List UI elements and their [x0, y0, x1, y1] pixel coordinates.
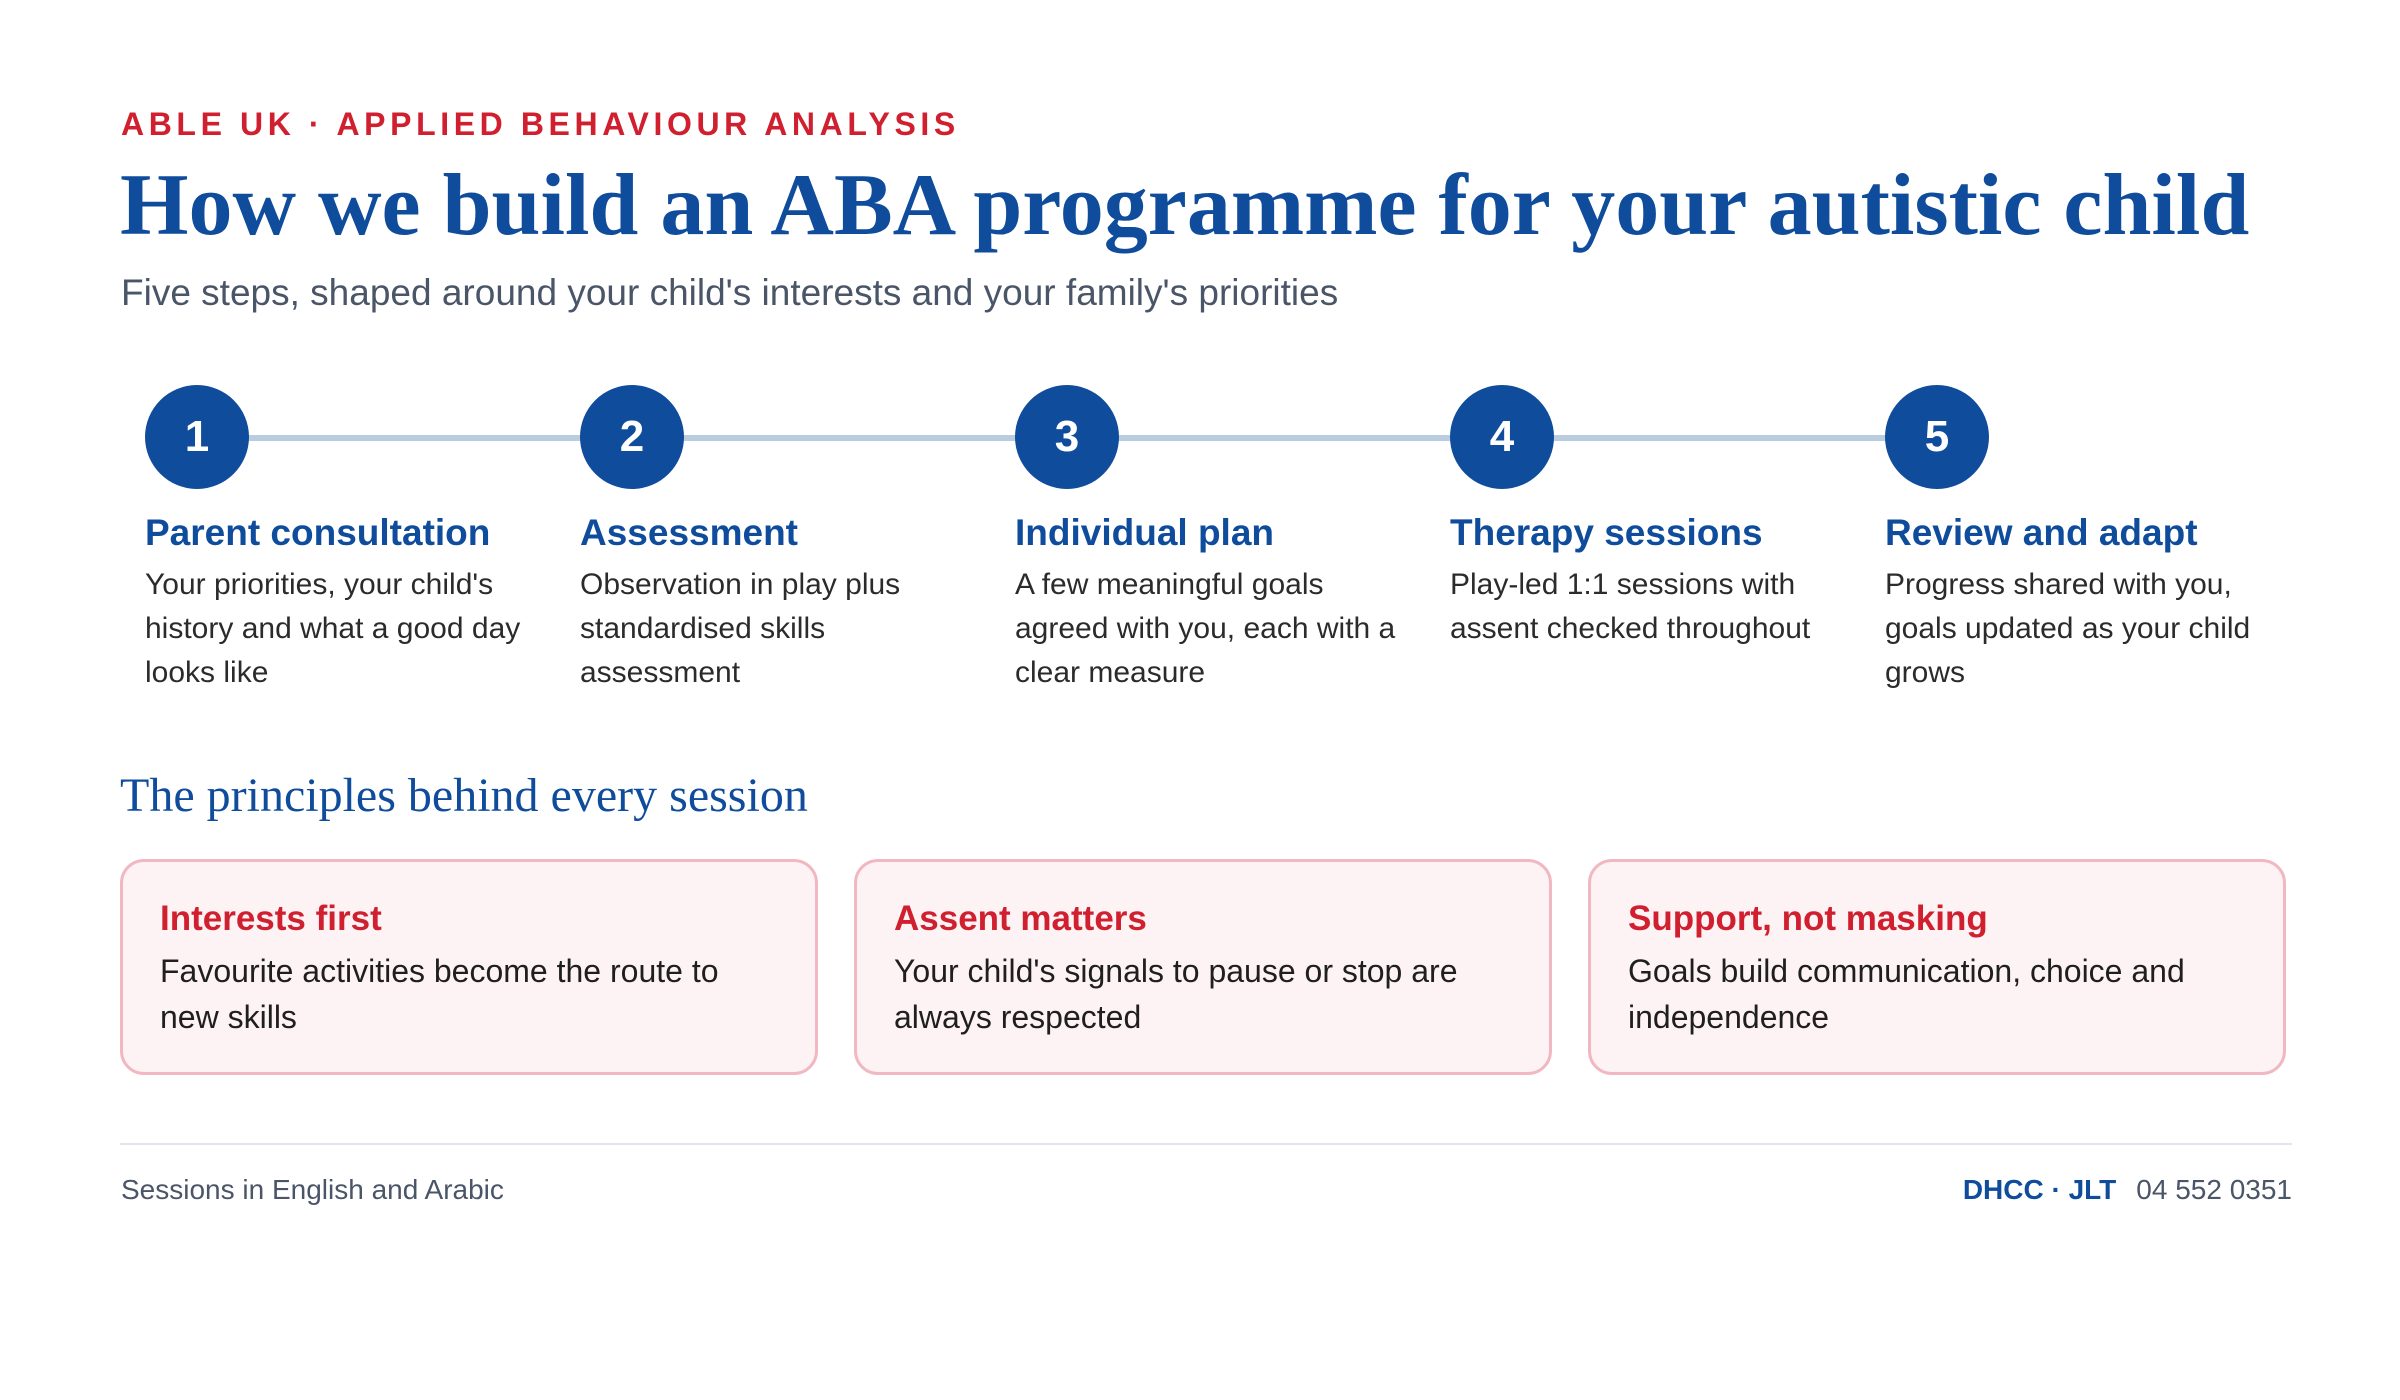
step-4	[1450, 385, 1850, 651]
step-number-badge: 5	[1885, 385, 1989, 489]
step-number-badge: 4	[1450, 385, 1554, 489]
principle-description: Goals build communication, choice and independence	[1628, 953, 2185, 1035]
step-5	[1885, 385, 2285, 695]
step-title: Individual plan	[1015, 512, 1275, 553]
step-2	[580, 385, 980, 695]
principle-description: Your child's signals to pause or stop are always respected	[894, 953, 1458, 1035]
step-title: Assessment	[580, 512, 799, 553]
step-description: Observation in play plus standardised skills assessment	[580, 568, 901, 689]
principle-title: Assent matters	[894, 899, 1147, 938]
principle-card-assent	[854, 859, 1552, 1075]
step-3	[1015, 385, 1415, 695]
footer-languages: Sessions in English and Arabic	[121, 1174, 504, 1205]
principle-title: Support, not masking	[1628, 899, 1988, 938]
page-title: How we build an ABA programme for your autistic child	[120, 157, 2250, 254]
footer-phone: 04 552 0351	[2136, 1174, 2292, 1205]
principle-card-interests	[120, 859, 818, 1075]
page-subtitle: Five steps, shaped around your child's interests and your family's priorities	[121, 272, 1339, 313]
step-description: Play-led 1:1 sessions with assent checked throughout	[1450, 568, 1811, 645]
step-description: Progress shared with you, goals updated as your child grows	[1885, 568, 2251, 689]
step-number-badge: 2	[580, 385, 684, 489]
step-title: Review and adapt	[1885, 512, 2198, 553]
footer-contact	[1963, 1173, 2292, 1207]
principle-title: Interests first	[160, 899, 382, 938]
step-title: Parent consultation	[145, 512, 491, 553]
step-description: A few meaningful goals agreed with you, each with a clear measure	[1015, 568, 1396, 689]
step-number-badge: 3	[1015, 385, 1119, 489]
step-1	[145, 385, 545, 695]
brand-eyebrow: ABLE UK · APPLIED BEHAVIOUR ANALYSIS	[121, 106, 960, 142]
step-number-badge: 1	[145, 385, 249, 489]
principle-description: Favourite activities become the route to new skills	[160, 953, 719, 1035]
principle-card-support	[1588, 859, 2286, 1075]
footer-divider	[120, 1143, 2292, 1145]
principles-heading: The principles behind every session	[120, 769, 808, 822]
step-description: Your priorities, your child's history and what a good day looks like	[145, 568, 521, 689]
step-title: Therapy sessions	[1450, 512, 1763, 553]
footer-locations: DHCC · JLT	[1962, 1174, 2117, 1205]
